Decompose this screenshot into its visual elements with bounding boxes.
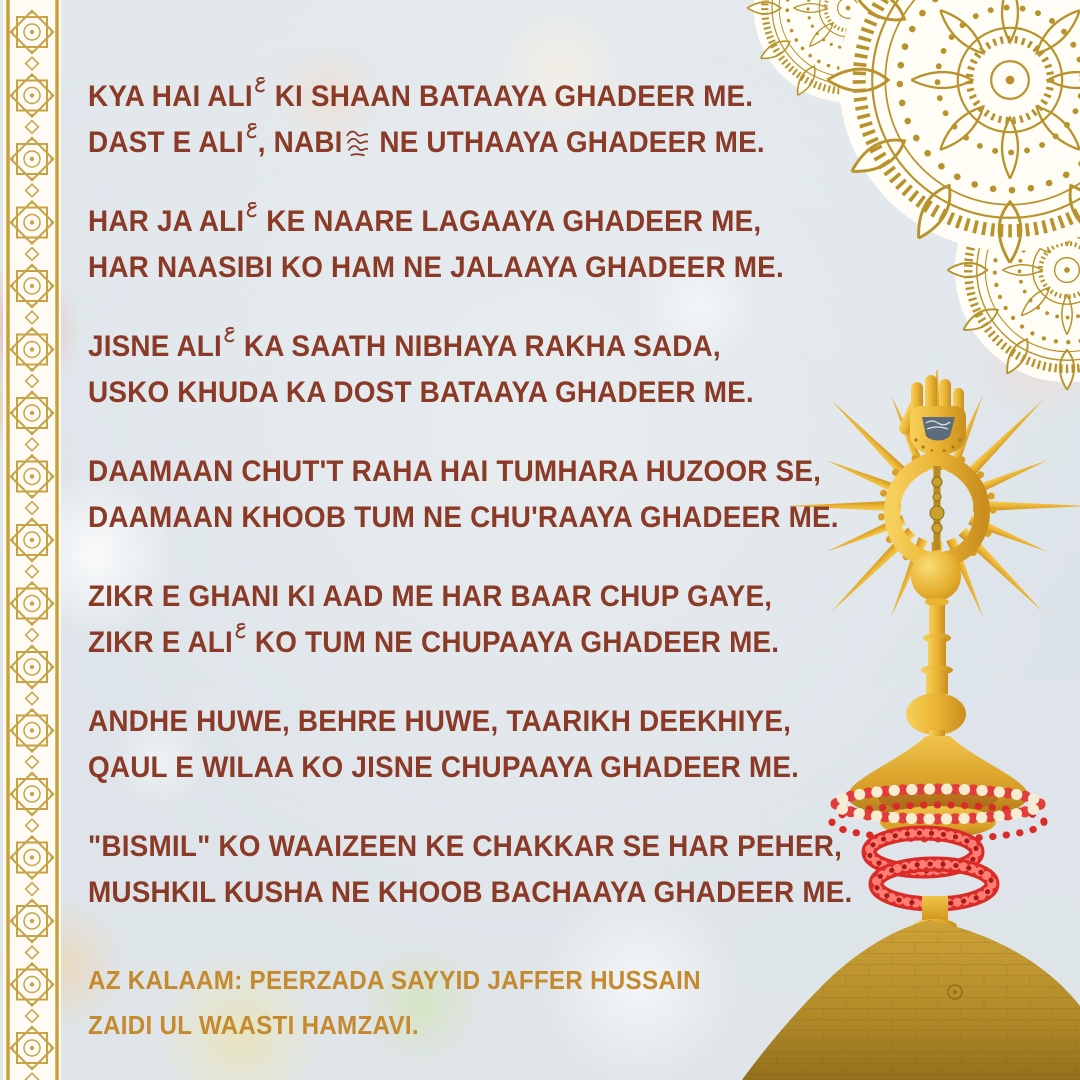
poem-line: ZIKR E ALI KO TUM NE CHUPAAYA GHADEER ME. xyxy=(88,620,852,666)
poem-line: DAST E ALI , NABI NE UTHAAYA GHADEER ME. xyxy=(88,120,852,166)
finial-stem xyxy=(906,551,966,744)
poem-line: "BISMIL" KO WAAIZEEN KE CHAKKAR SE HAR PEHER, xyxy=(88,830,843,863)
couplet xyxy=(88,449,910,541)
poem-line: DAAMAAN KHOOB TUM NE CHU'RAAYA GHADEER ME. xyxy=(88,501,839,534)
poem-line: MUSHKIL KUSHA NE KHOOB BACHAAYA GHADEER ME. xyxy=(88,876,853,909)
couplet xyxy=(88,324,910,416)
alayhis-salam-sign xyxy=(254,76,266,93)
alayhis-salam-sign xyxy=(245,122,257,139)
couplet xyxy=(88,824,910,916)
couplet xyxy=(88,699,910,791)
poem-line: HAR NAASIBI KO HAM NE JALAAYA GHADEER ME. xyxy=(88,251,784,284)
couplet xyxy=(88,74,910,166)
finial-ball xyxy=(911,551,961,601)
alayhis-salam-sign xyxy=(245,201,257,218)
sallallahu-alayhi-wasallam-sign xyxy=(344,127,369,160)
poem-line: USKO KHUDA KA DOST BATAAYA GHADEER ME. xyxy=(88,376,754,409)
poem-line: ANDHE HUWE, BEHRE HUWE, TAARIKH DEEKHIYE, xyxy=(88,705,792,738)
alayhis-salam-sign xyxy=(223,326,235,343)
couplet xyxy=(88,199,910,291)
poem-line: KYA HAI ALI KI SHAAN BATAAYA GHADEER ME. xyxy=(88,74,852,120)
alayhis-salam-sign xyxy=(234,622,246,639)
credit-line: AZ KALAAM: PEERZADA SAYYID JAFFER HUSSAIN xyxy=(88,965,701,995)
poem-line: HAR JA ALI KE NAARE LAGAAYA GHADEER ME, xyxy=(88,199,852,245)
poem-line: QAUL E WILAA KO JISNE CHUPAAYA GHADEER ME. xyxy=(88,751,800,784)
poem-line: ZIKR E GHANI KI AAD ME HAR BAAR CHUP GAYE, xyxy=(88,580,773,613)
credit-line: ZAIDI UL WAASTI HAMZAVI. xyxy=(88,1010,419,1040)
credit-text xyxy=(88,958,747,1048)
poem-line: DAAMAAN CHUT'T RAHA HAI TUMHARA HUZOOR SE, xyxy=(88,455,822,488)
couplet xyxy=(88,574,910,666)
poem-line: JISNE ALI KA SAATH NIBHAYA RAKHA SADA, xyxy=(88,324,852,370)
left-ornamental-border-decoration xyxy=(0,0,64,1080)
poem-text xyxy=(88,74,910,949)
